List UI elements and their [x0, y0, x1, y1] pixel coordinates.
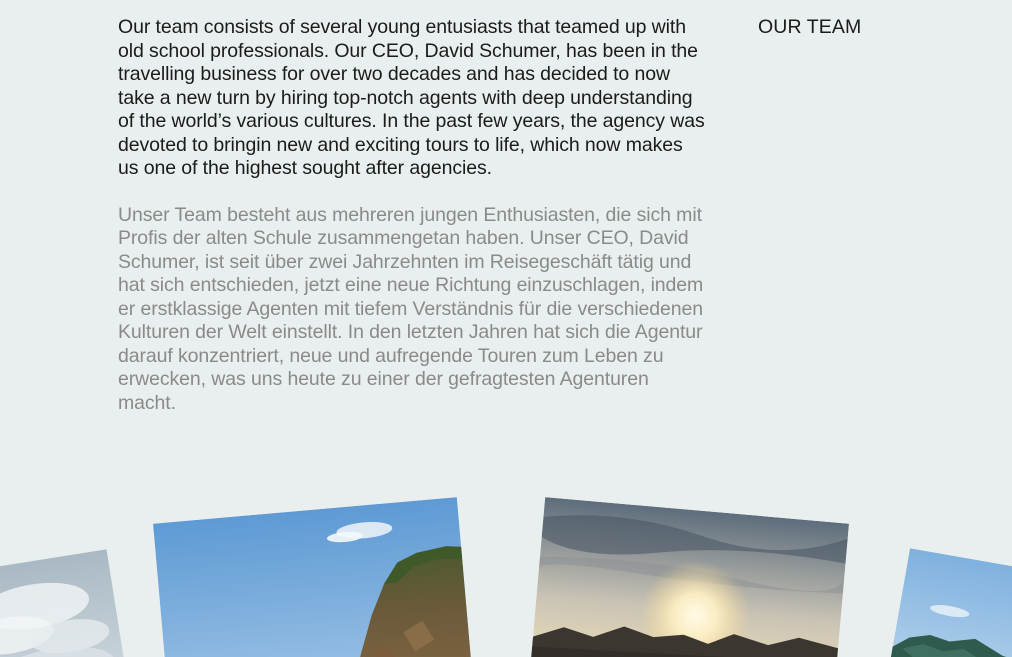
gallery-photo-sea-cliff[interactable]: [153, 497, 476, 657]
gallery-photo-sunset-mountains[interactable]: [526, 497, 849, 657]
gallery-photo-rocky-coast[interactable]: [882, 548, 1012, 657]
team-paragraph-english: Our team consists of several young entusiasts that teamed up with old school professionals. Our CEO, David Schumer, has been in the travelling business for over two decades and has decided to now take a new turn by hiring top-notch agents with deep understanding of the world’s various cultures. In the past few years, the agency was devoted to bringin new and exciting tours to life, which now makes us one of the highest sought after agencies.: [118, 16, 705, 179]
sea-cliff-image: [153, 497, 476, 657]
rocky-coast-image: [882, 548, 1012, 657]
team-paragraph-german: Unser Team besteht aus mehreren jungen Enthusiasten, die sich mit Profis der alten Schule zusammengetan haben. Unser CEO, David Schumer, ist seit über zwei Jahrzehnten im Reisegeschäft tätig und hat sich entschieden, jetzt eine neue Richtung einzuschlagen, indem er erstklassige Agenten mit tiefem Verständnis für die verschiedenen Kulturen der Welt einstellt. In den letzten Jahren hat sich die Agentur darauf konzentriert, neue und aufregende Touren zum Leben zu erwecken, was uns heute zu einer der gefragtesten Agenturen macht.: [118, 203, 704, 414]
cloudy-sky-image: [0, 549, 132, 657]
team-description: [118, 16, 708, 415]
section-title: OUR TEAM: [758, 16, 862, 38]
gallery-photo-cloudy-sky[interactable]: [0, 549, 132, 657]
sunset-mountains-image: [526, 497, 849, 657]
